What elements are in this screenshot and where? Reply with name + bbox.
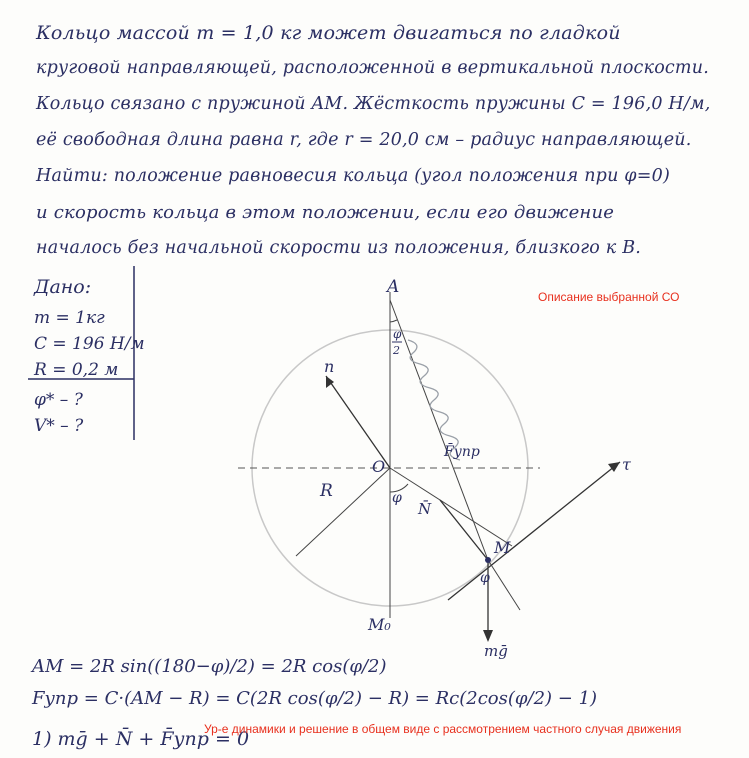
problem-line-7: началось без начальной скорости из положения, близкого к В. xyxy=(36,238,642,258)
label-phi-ring: φ xyxy=(480,570,490,586)
label-mg: mḡ xyxy=(484,642,508,660)
label-Fupr: F̄упр xyxy=(444,444,480,460)
spring-coil xyxy=(408,340,460,460)
given-radius: R = 0,2 м xyxy=(34,360,119,380)
label-O: O xyxy=(372,457,386,476)
N-vector xyxy=(440,500,488,560)
given-mass: m = 1кг xyxy=(34,308,105,328)
problem-line-4: её свободная длина равна r, где r = 20,0 см – радиус направляющей. xyxy=(36,130,692,150)
label-R: R xyxy=(320,481,333,501)
unknown-angle: φ* – ? xyxy=(34,390,83,410)
formula-Fupr: Fупр = C·(AM − R) = C(2R cos(φ/2) − R) = Rc(2cos(φ/2) − 1) xyxy=(32,688,598,709)
label-half-phi-den: 2 xyxy=(393,344,400,357)
label-N: N̄ xyxy=(418,500,432,518)
label-n: n xyxy=(324,357,335,376)
angle-half-phi-arc xyxy=(390,320,397,322)
formula-equation-1: 1) mḡ + N̄ + F̄упр = 0 xyxy=(32,728,250,750)
problem-line-3: Кольцо связано с пружиной AM. Жёсткость пружины C = 196,0 Н/м, xyxy=(36,94,711,114)
given-title: Дано: xyxy=(34,276,92,298)
label-half-phi-num: φ xyxy=(393,327,402,341)
note-reference-frame: Описание выбранной СО xyxy=(538,290,680,304)
label-phi-center: φ xyxy=(392,490,402,506)
unknown-velocity: V* – ? xyxy=(34,416,84,436)
formula-AM: AM = 2R sin((180−φ)/2) = 2R cos(φ/2) xyxy=(32,656,387,677)
tau-axis xyxy=(448,462,620,600)
problem-line-2: круговой направляющей, расположенной в вертикальной плоскости. xyxy=(36,58,709,78)
line-extension xyxy=(488,560,520,610)
label-M0: M₀ xyxy=(368,615,391,634)
radius-OM xyxy=(390,468,512,546)
given-stiffness: C = 196 Н/м xyxy=(34,334,145,354)
label-A: A xyxy=(387,277,400,297)
note-dynamics: Ур-е динамики и решение в общем виде с рассмотрением частного случая движения xyxy=(204,722,682,736)
problem-line-5: Найти: положение равновесия кольца (угол положения при φ=0) xyxy=(36,166,670,186)
label-M: M xyxy=(494,538,511,557)
mg-arrow xyxy=(483,630,493,642)
problem-line-1: Кольцо массой m = 1,0 кг может двигаться по гладкой xyxy=(36,22,621,44)
ring-point xyxy=(485,557,491,563)
radius-R xyxy=(296,468,390,556)
label-tau: τ xyxy=(622,455,631,474)
problem-line-6: и скорость кольца в этом положении, если его движение xyxy=(36,202,615,223)
n-axis xyxy=(326,376,390,468)
